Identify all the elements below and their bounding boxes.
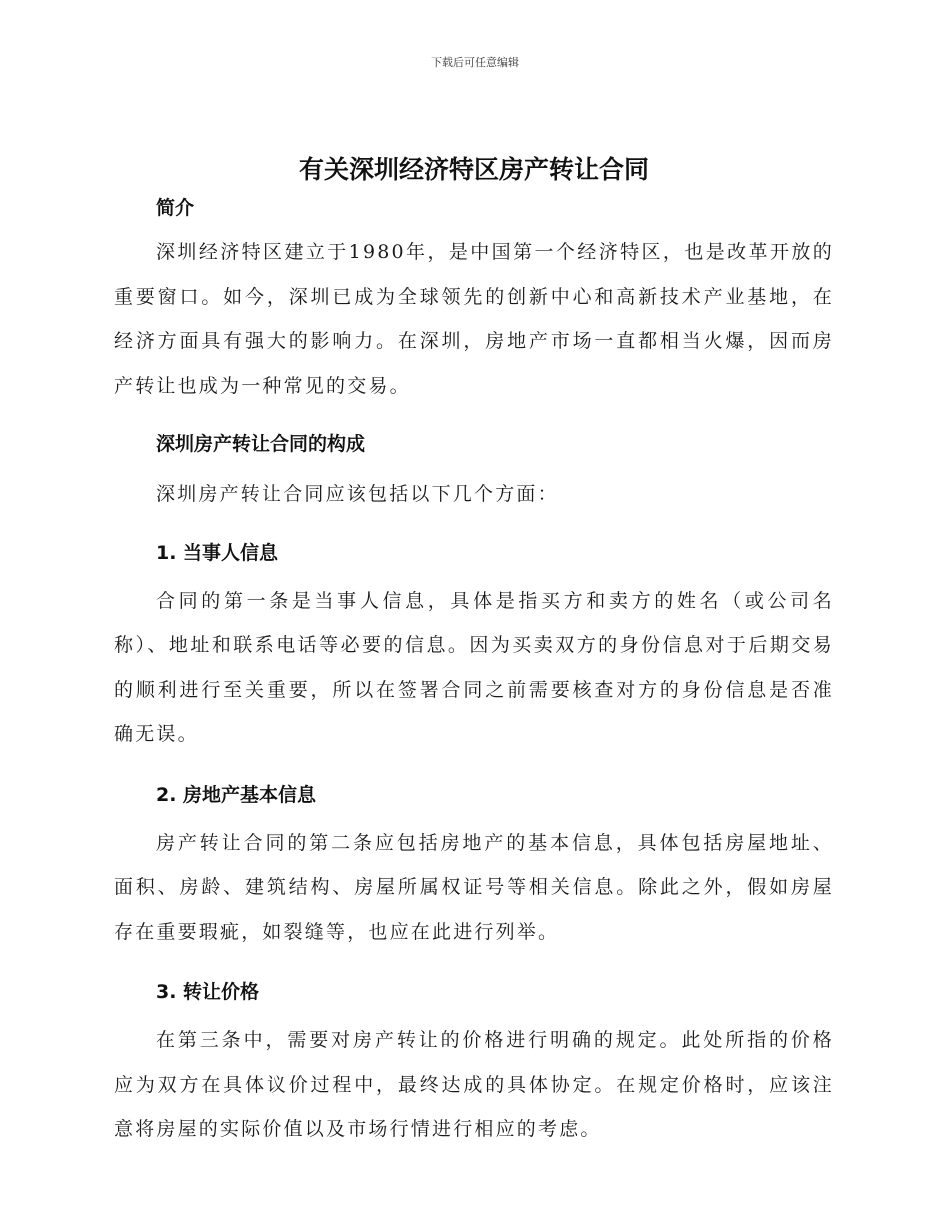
section-paragraph-structure: 深圳房产转让合同应该包括以下几个方面： [156,483,559,505]
section-paragraph-transfer-price: 在第三条中，需要对房产转让的价格进行明确的规定。此处所指的价格应为双方在具体议价过程中，最终达成的具体协定。在规定价格时，应该注意将房屋的实际价值以及市场行情进行相应的考虑。 [114,1029,834,1140]
section-heading-parties: 1. 当事人信息 [156,541,279,564]
section-heading-property-info: 2. 房地产基本信息 [156,783,317,806]
document-title: 有关深圳经济特区房产转让合同 [298,155,649,184]
section-heading-intro: 简介 [156,197,195,219]
page-header-note: 下载后可任意编辑 [431,56,519,69]
section-paragraph-parties: 合同的第一条是当事人信息，具体是指买方和卖方的姓名（或公司名称）、地址和联系电话等必要的信息。因为买卖双方的身份信息对于后期交易的顺利进行至关重要，所以在签署合同之前需要核查对方的身份信息是否准确无误。 [114,589,834,745]
section-paragraph-property-info: 房产转让合同的第二条应包括房地产的基本信息，具体包括房屋地址、面积、房龄、建筑结构、房屋所属权证号等相关信息。除此之外，假如房屋存在重要瑕疵，如裂缝等，也应在此进行列举。 [114,831,834,943]
section-heading-structure: 深圳房产转让合同的构成 [156,433,366,455]
section-paragraph-intro: 深圳经济特区建立于1980年，是中国第一个经济特区，也是改革开放的重要窗口。如今，深圳已成为全球领先的创新中心和高新技术产业基地，在经济方面具有强大的影响力。在深圳，房地产市场一直都相当火爆，因而房产转让也成为一种常见的交易。 [114,241,834,397]
document-body [114,150,834,1152]
section-heading-transfer-price: 3. 转让价格 [156,981,260,1003]
